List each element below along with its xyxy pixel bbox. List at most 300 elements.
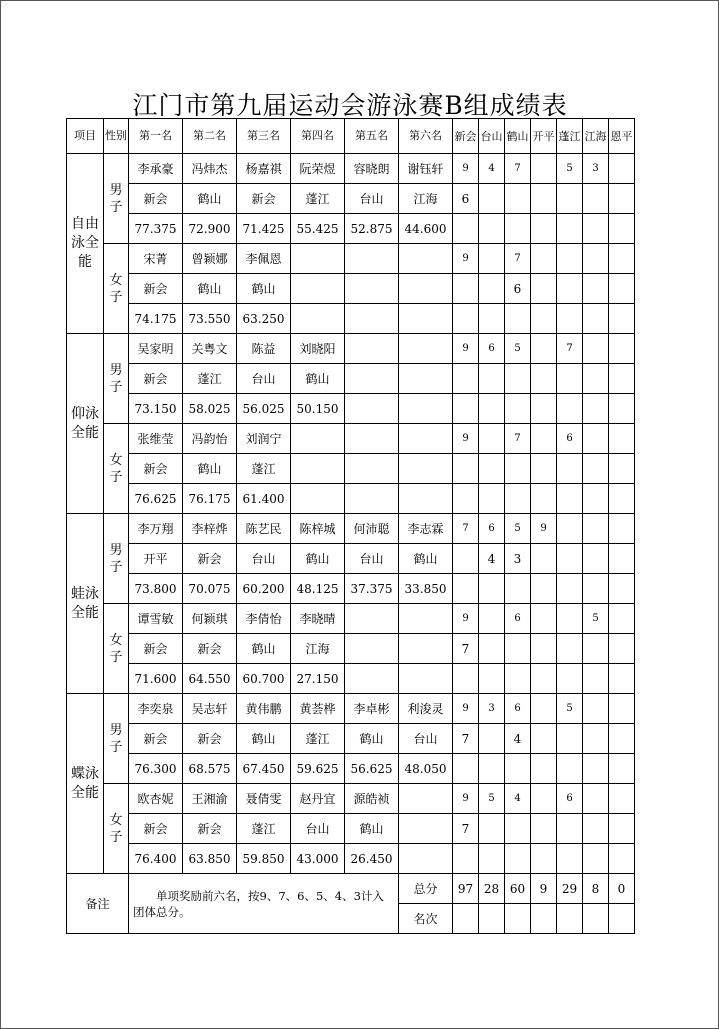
team-points-cell: 6	[453, 184, 479, 214]
team-rank	[609, 904, 635, 934]
athlete-score: 74.175	[129, 304, 183, 334]
team-points-cell	[531, 424, 557, 454]
athlete-name: 容晓朗	[345, 154, 399, 184]
athlete-unit	[399, 274, 453, 304]
team-points-cell	[583, 634, 609, 664]
team-points-cell	[479, 634, 505, 664]
athlete-name	[399, 784, 453, 814]
athlete-score: 73.150	[129, 394, 183, 424]
team-points-cell	[479, 394, 505, 424]
team-points-cell	[531, 154, 557, 184]
team-total: 0	[609, 874, 635, 904]
team-points-cell: 3	[479, 694, 505, 724]
athlete-score: 60.200	[237, 574, 291, 604]
team-points-cell	[609, 634, 635, 664]
athlete-name: 陈益	[237, 334, 291, 364]
header-team-enping: 恩平	[609, 119, 635, 154]
team-points-cell	[557, 754, 583, 784]
event-label: 蝶泳全能	[67, 694, 104, 874]
athlete-score	[345, 664, 399, 694]
team-points-cell	[557, 274, 583, 304]
team-points-cell	[609, 394, 635, 424]
athlete-name: 李佩恩	[237, 244, 291, 274]
team-points-cell	[557, 604, 583, 634]
athlete-unit	[399, 364, 453, 394]
athlete-score: 37.375	[345, 574, 399, 604]
team-points-cell: 7	[505, 424, 531, 454]
athlete-score	[345, 394, 399, 424]
athlete-name	[399, 424, 453, 454]
athlete-unit: 蓬江	[183, 364, 237, 394]
athlete-name	[291, 424, 345, 454]
gender-label: 男子	[104, 154, 129, 244]
athlete-unit: 鹤山	[183, 274, 237, 304]
athlete-score: 50.150	[291, 394, 345, 424]
athlete-unit: 新会	[129, 364, 183, 394]
team-points-cell	[531, 664, 557, 694]
team-points-cell	[479, 604, 505, 634]
athlete-unit: 鹤山	[237, 724, 291, 754]
athlete-name	[345, 424, 399, 454]
athlete-unit	[345, 454, 399, 484]
athlete-name: 关粤文	[183, 334, 237, 364]
team-points-cell: 3	[505, 544, 531, 574]
team-points-cell	[505, 184, 531, 214]
team-total: 97	[453, 874, 479, 904]
team-points-cell: 3	[583, 154, 609, 184]
team-points-cell: 5	[505, 514, 531, 544]
team-points-cell	[531, 454, 557, 484]
team-points-cell	[479, 814, 505, 844]
athlete-name: 李梓烨	[183, 514, 237, 544]
athlete-name: 何沛聪	[345, 514, 399, 544]
team-points-cell	[505, 304, 531, 334]
athlete-score: 27.150	[291, 664, 345, 694]
athlete-unit: 鹤山	[183, 454, 237, 484]
team-points-cell	[531, 694, 557, 724]
athlete-unit: 鹤山	[345, 724, 399, 754]
athlete-score: 60.700	[237, 664, 291, 694]
athlete-score: 56.025	[237, 394, 291, 424]
athlete-score: 44.600	[399, 214, 453, 244]
team-points-cell	[479, 484, 505, 514]
team-points-cell	[531, 814, 557, 844]
team-points-cell: 6	[479, 334, 505, 364]
athlete-score	[399, 844, 453, 874]
gender-label: 女子	[104, 784, 129, 874]
team-points-cell	[557, 364, 583, 394]
team-points-cell: 4	[479, 544, 505, 574]
athlete-score: 70.075	[183, 574, 237, 604]
athlete-score: 73.800	[129, 574, 183, 604]
athlete-name	[399, 604, 453, 634]
team-points-cell	[531, 784, 557, 814]
athlete-name: 吴志轩	[183, 694, 237, 724]
header-team-heshan: 鹤山	[505, 119, 531, 154]
team-points-cell	[453, 454, 479, 484]
table-row	[67, 514, 635, 544]
team-points-cell	[453, 274, 479, 304]
team-points-cell: 7	[557, 334, 583, 364]
header-team-kaiping: 开平	[531, 119, 557, 154]
athlete-name: 宋菁	[129, 244, 183, 274]
team-points-cell	[531, 484, 557, 514]
team-points-cell	[583, 574, 609, 604]
team-points-cell	[583, 214, 609, 244]
team-points-cell	[479, 574, 505, 604]
team-points-cell	[609, 424, 635, 454]
athlete-name: 源皓祯	[345, 784, 399, 814]
team-points-cell	[479, 754, 505, 784]
athlete-score: 33.850	[399, 574, 453, 604]
team-points-cell	[609, 364, 635, 394]
athlete-score	[345, 304, 399, 334]
athlete-name: 李志霖	[399, 514, 453, 544]
table-row	[67, 784, 635, 814]
team-points-cell	[583, 514, 609, 544]
athlete-name: 刘润宁	[237, 424, 291, 454]
team-points-cell: 6	[479, 514, 505, 544]
total-label: 总分	[399, 874, 453, 904]
team-points-cell: 9	[453, 154, 479, 184]
team-points-cell	[453, 394, 479, 424]
team-points-cell	[583, 304, 609, 334]
team-points-cell	[583, 184, 609, 214]
team-total: 9	[531, 874, 557, 904]
team-points-cell	[505, 454, 531, 484]
team-points-cell	[609, 304, 635, 334]
team-points-cell	[557, 304, 583, 334]
team-points-cell: 5	[479, 784, 505, 814]
rank-label: 名次	[399, 904, 453, 934]
remark-note	[129, 874, 399, 934]
athlete-score: 55.425	[291, 214, 345, 244]
team-rank	[479, 904, 505, 934]
athlete-unit: 新会	[183, 544, 237, 574]
team-points-cell	[505, 664, 531, 694]
team-points-cell	[453, 214, 479, 244]
athlete-unit: 鹤山	[237, 274, 291, 304]
athlete-unit: 江海	[399, 184, 453, 214]
team-points-cell	[505, 364, 531, 394]
athlete-unit: 新会	[237, 184, 291, 214]
team-points-cell	[479, 364, 505, 394]
athlete-name: 张维莹	[129, 424, 183, 454]
team-points-cell	[609, 334, 635, 364]
athlete-unit	[399, 814, 453, 844]
team-points-cell	[531, 574, 557, 604]
athlete-score: 73.550	[183, 304, 237, 334]
team-points-cell	[531, 364, 557, 394]
header-place-3: 第三名	[237, 119, 291, 154]
athlete-score: 48.125	[291, 574, 345, 604]
team-rank	[583, 904, 609, 934]
team-rank	[557, 904, 583, 934]
gender-label: 女子	[104, 424, 129, 514]
athlete-unit: 新会	[129, 454, 183, 484]
team-points-cell	[557, 544, 583, 574]
team-points-cell: 5	[557, 154, 583, 184]
athlete-name: 李承豪	[129, 154, 183, 184]
team-total: 29	[557, 874, 583, 904]
total-row	[67, 874, 635, 904]
team-points-cell	[479, 214, 505, 244]
team-points-cell	[479, 184, 505, 214]
athlete-unit	[345, 364, 399, 394]
team-points-cell	[453, 544, 479, 574]
team-points-cell: 7	[453, 814, 479, 844]
athlete-unit	[399, 454, 453, 484]
athlete-score	[399, 394, 453, 424]
athlete-score: 76.300	[129, 754, 183, 784]
athlete-unit: 新会	[129, 634, 183, 664]
athlete-name	[345, 604, 399, 634]
athlete-name	[399, 244, 453, 274]
team-points-cell	[479, 244, 505, 274]
team-points-cell: 7	[453, 634, 479, 664]
team-points-cell	[583, 664, 609, 694]
team-points-cell: 7	[453, 514, 479, 544]
page-title: 江门市第九届运动会游泳赛B组成绩表	[132, 91, 568, 120]
team-points-cell	[531, 394, 557, 424]
athlete-name	[345, 334, 399, 364]
team-points-cell	[609, 484, 635, 514]
athlete-unit: 蓬江	[237, 814, 291, 844]
table-row	[67, 664, 635, 694]
athlete-unit: 蓬江	[291, 184, 345, 214]
team-points-cell	[479, 844, 505, 874]
team-points-cell: 4	[505, 724, 531, 754]
event-label: 自由泳全能	[67, 154, 104, 334]
athlete-name: 聂倩雯	[237, 784, 291, 814]
header-team-pengjiang: 蓬江	[557, 119, 583, 154]
team-points-cell: 6	[505, 274, 531, 304]
team-points-cell: 7	[505, 244, 531, 274]
athlete-unit: 台山	[345, 544, 399, 574]
team-rank	[505, 904, 531, 934]
athlete-score	[345, 484, 399, 514]
header-row	[67, 119, 635, 154]
athlete-name: 刘晓阳	[291, 334, 345, 364]
team-points-cell	[583, 784, 609, 814]
team-points-cell	[479, 304, 505, 334]
athlete-name: 阮荣煜	[291, 154, 345, 184]
team-points-cell	[583, 544, 609, 574]
team-points-cell	[609, 244, 635, 274]
athlete-unit: 江海	[291, 634, 345, 664]
athlete-name	[345, 244, 399, 274]
team-points-cell: 4	[479, 154, 505, 184]
team-points-cell	[583, 454, 609, 484]
team-points-cell: 7	[453, 724, 479, 754]
team-points-cell	[609, 754, 635, 784]
team-points-cell	[531, 724, 557, 754]
team-points-cell	[557, 844, 583, 874]
team-points-cell	[583, 484, 609, 514]
team-points-cell	[609, 574, 635, 604]
team-points-cell	[531, 184, 557, 214]
athlete-unit: 新会	[129, 274, 183, 304]
team-points-cell: 6	[557, 424, 583, 454]
team-points-cell: 9	[453, 424, 479, 454]
athlete-unit: 台山	[399, 724, 453, 754]
team-points-cell: 9	[453, 244, 479, 274]
table-row	[67, 364, 635, 394]
athlete-name: 谭雪敏	[129, 604, 183, 634]
team-points-cell	[531, 214, 557, 244]
athlete-score: 58.025	[183, 394, 237, 424]
team-points-cell	[505, 634, 531, 664]
athlete-name: 李晓晴	[291, 604, 345, 634]
team-points-cell	[583, 724, 609, 754]
athlete-unit	[291, 274, 345, 304]
table-row	[67, 724, 635, 754]
team-points-cell: 9	[531, 514, 557, 544]
team-points-cell: 9	[453, 694, 479, 724]
team-points-cell	[609, 184, 635, 214]
team-points-cell	[453, 754, 479, 784]
athlete-score: 72.900	[183, 214, 237, 244]
remark-note-text: 单项奖励前六名，按9、7、6、5、4、3计入团体总分。	[133, 888, 384, 919]
team-points-cell	[479, 274, 505, 304]
team-points-cell	[505, 214, 531, 244]
team-points-cell	[531, 274, 557, 304]
table-row	[67, 214, 635, 244]
header-gender: 性别	[104, 119, 129, 154]
team-points-cell	[583, 754, 609, 784]
table-row	[67, 244, 635, 274]
athlete-score: 67.450	[237, 754, 291, 784]
athlete-unit: 鹤山	[237, 634, 291, 664]
table-row	[67, 154, 635, 184]
team-points-cell	[557, 814, 583, 844]
athlete-score: 59.625	[291, 754, 345, 784]
table-row	[67, 424, 635, 454]
athlete-name: 李卓彬	[345, 694, 399, 724]
team-points-cell	[557, 394, 583, 424]
team-points-cell	[531, 304, 557, 334]
header-team-taishan: 台山	[479, 119, 505, 154]
athlete-unit: 新会	[183, 724, 237, 754]
header-place-5: 第五名	[345, 119, 399, 154]
team-points-cell	[505, 814, 531, 844]
team-points-cell	[531, 844, 557, 874]
table-row	[67, 604, 635, 634]
team-points-cell	[583, 274, 609, 304]
team-points-cell	[479, 664, 505, 694]
team-points-cell	[505, 844, 531, 874]
event-label: 仰泳全能	[67, 334, 104, 514]
team-points-cell	[609, 844, 635, 874]
team-points-cell	[609, 274, 635, 304]
team-rank	[531, 904, 557, 934]
athlete-name: 利浚灵	[399, 694, 453, 724]
athlete-score: 64.550	[183, 664, 237, 694]
team-points-cell	[531, 334, 557, 364]
team-points-cell: 5	[583, 604, 609, 634]
team-points-cell	[609, 664, 635, 694]
athlete-unit: 新会	[129, 814, 183, 844]
team-points-cell	[609, 544, 635, 574]
remark-label: 备注	[67, 874, 129, 934]
header-place-6: 第六名	[399, 119, 453, 154]
header-team-xinhui: 新会	[453, 119, 479, 154]
athlete-name: 王湘渝	[183, 784, 237, 814]
athlete-score	[291, 304, 345, 334]
team-total: 8	[583, 874, 609, 904]
athlete-score: 68.575	[183, 754, 237, 784]
athlete-name: 冯炜杰	[183, 154, 237, 184]
team-points-cell	[609, 724, 635, 754]
table-row	[67, 334, 635, 364]
table-row	[67, 844, 635, 874]
team-points-cell: 9	[453, 334, 479, 364]
team-points-cell	[609, 214, 635, 244]
team-points-cell	[557, 514, 583, 544]
athlete-name: 冯韵怡	[183, 424, 237, 454]
athlete-score: 61.400	[237, 484, 291, 514]
team-rank	[453, 904, 479, 934]
athlete-score: 43.000	[291, 844, 345, 874]
team-points-cell	[583, 424, 609, 454]
team-points-cell: 7	[505, 154, 531, 184]
event-label: 蛙泳全能	[67, 514, 104, 694]
athlete-name: 曾颖娜	[183, 244, 237, 274]
team-points-cell	[557, 214, 583, 244]
athlete-score: 76.400	[129, 844, 183, 874]
team-points-cell	[531, 544, 557, 574]
athlete-score	[399, 664, 453, 694]
table-row	[67, 304, 635, 334]
team-points-cell: 9	[453, 604, 479, 634]
team-points-cell	[505, 754, 531, 784]
athlete-unit: 鹤山	[183, 184, 237, 214]
gender-label: 男子	[104, 694, 129, 784]
athlete-name: 吴家明	[129, 334, 183, 364]
athlete-score: 56.625	[345, 754, 399, 784]
athlete-score: 63.850	[183, 844, 237, 874]
team-points-cell	[557, 244, 583, 274]
team-points-cell	[531, 754, 557, 784]
table-row	[67, 694, 635, 724]
athlete-score: 77.375	[129, 214, 183, 244]
gender-label: 男子	[104, 334, 129, 424]
athlete-score: 71.600	[129, 664, 183, 694]
team-points-cell	[557, 724, 583, 754]
team-points-cell	[557, 454, 583, 484]
athlete-name	[399, 334, 453, 364]
athlete-unit: 蓬江	[291, 724, 345, 754]
athlete-unit: 新会	[129, 184, 183, 214]
gender-label: 男子	[104, 514, 129, 604]
team-points-cell: 6	[557, 784, 583, 814]
athlete-name: 李万翔	[129, 514, 183, 544]
table-row	[67, 754, 635, 784]
athlete-unit: 鹤山	[291, 364, 345, 394]
athlete-name: 何颖琪	[183, 604, 237, 634]
gender-label: 女子	[104, 604, 129, 694]
team-points-cell: 4	[505, 784, 531, 814]
athlete-unit	[345, 274, 399, 304]
athlete-name: 陈艺民	[237, 514, 291, 544]
athlete-score: 59.850	[237, 844, 291, 874]
team-points-cell	[557, 484, 583, 514]
athlete-unit: 台山	[345, 184, 399, 214]
team-points-cell: 9	[453, 784, 479, 814]
athlete-score: 26.450	[345, 844, 399, 874]
athlete-unit: 蓬江	[237, 454, 291, 484]
team-points-cell	[453, 664, 479, 694]
